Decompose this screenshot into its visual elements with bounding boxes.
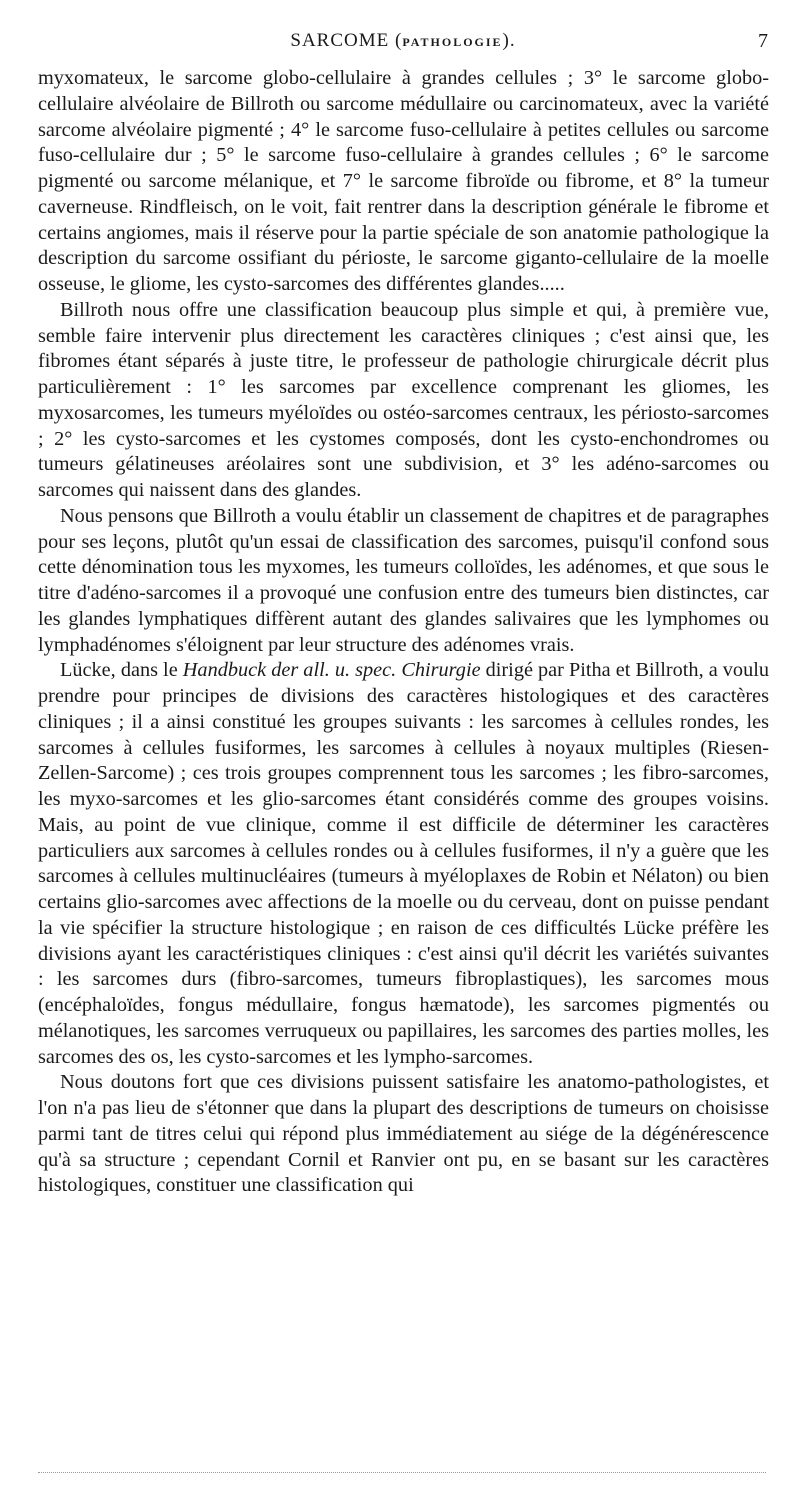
paragraph-text: Nous pensons que Billroth a voulu établir un classement de chapitres et de paragraphes pour ses leçons, plutôt qu'un essai de classification des sarcomes, puisqu'il confond sous cette dénomination tous les myxomes, les tumeurs colloïdes, les adénomes, et que sous le titre d'adéno-sarcomes il a provoqué une confusion entre des tumeurs bien distinctes, car les glandes lymphatiques diffèrent autant des glandes salivaires que les lymphomes ou lymphadénomes s'éloignent par leur structure des adénomes vrais. — [38, 504, 769, 656]
paragraph-continued — [38, 66, 769, 298]
footer-rule — [38, 1472, 766, 1473]
running-title-main: SARCOME ( — [290, 30, 403, 51]
paragraph-billroth-critique — [38, 504, 769, 659]
book-title-italic: Handbuck der all. u. spec. Chirurgie — [182, 659, 481, 682]
paragraph-text: Lücke, dans le — [60, 659, 183, 682]
paragraph-text: dirigé par Pitha et Billroth, a voulu prendre pour principes de divisions des caractères histologiques et des caractères cliniques ; il a ainsi constitué les groupes suivants : les sarcomes à cellules rondes, les sarcomes à cellules fusiformes, les sarcomes à cellules à noyaux multiples (Riesen-Zellen-Sarcome) ; ces trois groupes comprennent tous les sarcomes ; les fibro-sarcomes, les myxo-sarcomes et les glio-sarcomes étant considérés comme des groupes voisins. Mais, au point de vue clinique, comme il est difficile de déterminer les caractères particuliers aux sarcomes à cellules rondes ou à cellules fusiformes, il n'y a guère que les sarcomes à cellules multinucléaires (tumeurs à myéloplaxes de Robin et Nélaton) ou bien certains glio-sarcomes avec affections de la moelle ou du cerveau, dont on puisse pendant la vie spécifier la structure histologique ; en raison de ces difficultés Lücke préfère les divisions ayant les caractéristiques cliniques : c'est ainsi qu'il décrit les variétés suivantes : les sarcomes durs (fibro-sarcomes, tumeurs fibroplastiques), les sarcomes mous (encéphaloïdes, fongus médullaire, fongus hæmatode), les sarcomes pigmentés ou mélanotiques, les sarcomes verruqueux ou papillaires, les sarcomes des parties molles, les sarcomes des os, les cysto-sarcomes et les lympho-sarcomes. — [38, 659, 769, 1068]
body-text — [38, 66, 769, 1199]
paragraph-text: myxomateux, le sarcome globo-cellulaire à grandes cellules ; 3° le sarcome globo-cellulaire alvéolaire de Billroth ou sarcome médullaire ou carcinomateux, avec la variété sarcome alvéolaire pigmenté ; 4° le sarcome fuso-cellulaire à petites cellules ou sarcome fuso-cellulaire dur ; 5° le sarcome fuso-cellulaire à grandes cellules ; 6° le sarcome pigmenté ou sarcome mélanique, et 7° le sarcome fibroïde ou fibrome, et 8° la tumeur caverneuse. Rindfleisch, on le voit, fait rentrer dans la description générale le fibrome et certains angiomes, mais il réserve pour la partie spéciale de son anatomie pathologique la description du sarcome ossifiant du périoste, le sarcome giganto-cellulaire de la moelle osseuse, le gliome, les cysto-sarcomes des différentes glandes..... — [38, 67, 769, 295]
paragraph-billroth — [38, 298, 769, 504]
running-title — [38, 30, 768, 52]
running-header — [38, 30, 768, 60]
running-title-subject: PATHOLOGIE — [402, 35, 503, 49]
running-title-end: ). — [502, 30, 516, 51]
paragraph-conclusion — [38, 1070, 769, 1199]
paragraph-text: Billroth nous offre une classification beaucoup plus simple et qui, à première vue, semble faire intervenir plus directement les caractères cliniques ; c'est ainsi que, les fibromes étant séparés à juste titre, le professeur de pathologie chirurgicale décrit plus particulièrement : 1° les sarcomes par excellence comprenant les gliomes, les myxosarcomes, les tumeurs myéloïdes ou ostéo-sarcomes centraux, les périosto-sarcomes ; 2° les cysto-sarcomes et les cystomes composés, dont les cysto-enchondromes ou tumeurs gélatineuses aréolaires sont une subdivision, et 3° les adéno-sarcomes ou sarcomes qui naissent dans des glandes. — [38, 298, 769, 501]
paragraph-lucke — [38, 658, 769, 1070]
page-number: 7 — [758, 30, 768, 52]
paragraph-text: Nous doutons fort que ces divisions puissent satisfaire les anatomo-pathologistes, et l'on n'a pas lieu de s'étonner que dans la plupart des descriptions de tumeurs on choisisse parmi tant de titres celui qui répond plus immédiatement au siége de la dégénérescence qu'à sa structure ; cependant Cornil et Ranvier ont pu, en se basant sur les caractères histologiques, constituer une classification qui — [38, 1071, 769, 1197]
